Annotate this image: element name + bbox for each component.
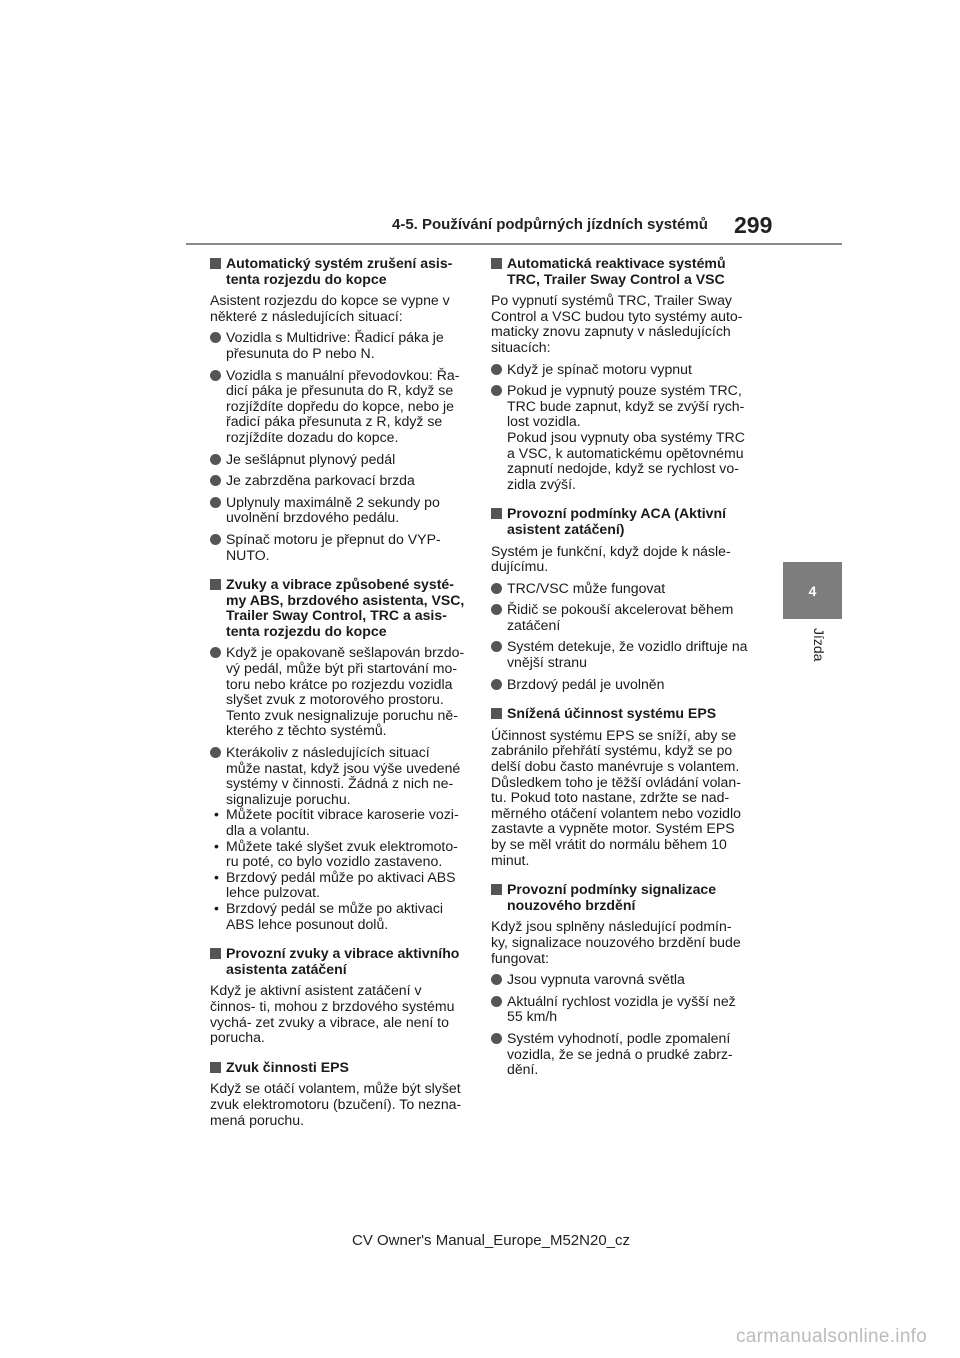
square-bullet-icon <box>210 948 221 959</box>
circle-bullet-icon <box>491 583 502 594</box>
square-bullet-icon <box>491 508 502 519</box>
heading-text: Provozní podmínky ACA (Aktivní asistent zatáčení) <box>507 505 726 537</box>
list-item-text: Spínač motoru je přepnut do VYP- NUTO. <box>226 530 441 563</box>
list-item <box>491 1031 749 1078</box>
paragraph: Systém je funkční, když dojde k násle- dujícímu. <box>491 542 731 575</box>
list-item-text: Aktuální rychlost vozidla je vyšší než 55 km/h <box>507 992 736 1025</box>
heading-auto-reactivation <box>491 256 749 287</box>
list-item-text: Když je spínač motoru vypnut <box>507 360 692 377</box>
paragraph: Když jsou splněny následující podmín- ky, signalizace nouzového brzdění bude fungovat: <box>491 918 741 966</box>
list-item <box>210 745 468 807</box>
dot-marker-icon: • <box>214 837 219 854</box>
square-bullet-icon <box>491 708 502 719</box>
circle-bullet-icon <box>210 370 221 381</box>
list-item-text: Systém vyhodnotí, podle zpomalení vozidla, že se jedná o prudké zabrz- dění. <box>507 1029 733 1078</box>
list-item <box>210 452 468 468</box>
list-item <box>210 495 468 526</box>
sub-item-text: Můžete pocítit vibrace karoserie vozi- dla a volantu. <box>226 806 459 838</box>
chapter-tab <box>783 562 842 619</box>
heading-text: Automatická reaktivace systémů TRC, Trailer Sway Control a VSC <box>507 255 726 287</box>
sub-item <box>210 839 468 870</box>
circle-bullet-icon <box>210 332 221 343</box>
list-item <box>210 473 468 489</box>
list-item-text: Když je opakovaně sešlapován brzdo- vý pedál, může být při startování mo- toru nebo krátce po rozjezdu vozidla slyšet zvuk z motorového prostoru. Tento zvuk nesignalizuje poruchu ně- kterého z těchto systémů. <box>226 644 465 739</box>
circle-bullet-icon <box>491 1033 502 1044</box>
heading-text: Automatický systém zrušení asis- tenta rozjezdu do kopce <box>226 255 453 287</box>
square-bullet-icon <box>210 258 221 269</box>
circle-bullet-icon <box>210 454 221 465</box>
heading-aca-sounds <box>210 946 468 977</box>
circle-bullet-icon <box>491 385 502 396</box>
circle-bullet-icon <box>491 364 502 375</box>
list-item <box>210 368 468 446</box>
list-item-text: Brzdový pedál je uvolněn <box>507 675 665 692</box>
circle-bullet-icon <box>491 679 502 690</box>
list-item-text: Pokud jsou vypnuty oba systémy TRC a VSC, k automatickému opětovnému zapnutí nedojde, když se rychlost vo- zidla zvýší. <box>507 428 745 492</box>
sub-item-text: Brzdový pedál se může po aktivaci ABS lehce posunout dolů. <box>226 899 443 932</box>
sub-item <box>210 807 468 838</box>
circle-bullet-icon <box>210 475 221 486</box>
circle-bullet-icon <box>210 534 221 545</box>
section-title: 4-5. Používání podpůrných jízdních systémů <box>392 216 708 233</box>
footer-manual-id: CV Owner's Manual_Europe_M52N20_cz <box>352 1232 631 1249</box>
square-bullet-icon <box>491 884 502 895</box>
list-item-text: Systém detekuje, že vozidlo driftuje na vnější stranu <box>507 638 748 671</box>
heading-abs-sounds <box>210 577 468 639</box>
paragraph: Asistent rozjezdu do kopce se vypne v některé z následujících situací: <box>210 292 450 324</box>
circle-bullet-icon <box>210 647 221 658</box>
heading-text: Zvuk činnosti EPS <box>226 1058 349 1075</box>
circle-bullet-icon <box>491 996 502 1007</box>
list-item <box>491 972 749 988</box>
paragraph: Když je aktivní asistent zatáčení v činnos- ti, mohou z brzdového systému vychá- zet zvuky a vibrace, ale není to porucha. <box>210 982 455 1046</box>
list-item-text: Je sešlápnut plynový pedál <box>226 450 396 467</box>
circle-bullet-icon <box>210 497 221 508</box>
paragraph: Po vypnutí systémů TRC, Trailer Sway Control a VSC budou tyto systémy auto- maticky znovu zapnuty v následujících situacích: <box>491 292 743 355</box>
chapter-title: Jízda <box>811 628 827 662</box>
sub-item-text: Brzdový pedál může po aktivaci ABS lehce pulzovat. <box>226 868 456 901</box>
heading-text: Provozní podmínky signalizace nouzového brzdění <box>507 881 717 913</box>
dot-marker-icon: • <box>214 899 219 916</box>
paragraph: Když se otáčí volantem, může být slyšet zvuk elektromotoru (bzučení). To nezna- mená poruchu. <box>210 1080 462 1128</box>
list-item <box>491 639 749 670</box>
list-item <box>210 645 468 739</box>
list-item-text: Vozidla s Multidrive: Řadicí páka je přesunuta do P nebo N. <box>226 329 444 361</box>
square-bullet-icon <box>210 579 221 590</box>
circle-bullet-icon <box>491 604 502 615</box>
list-item <box>491 602 749 633</box>
chapter-number: 4 <box>808 582 817 599</box>
list-item <box>491 362 749 378</box>
heading-hill-start-cancel <box>210 256 468 287</box>
heading-emergency-brake-signal <box>491 882 749 913</box>
header-rule <box>186 243 842 245</box>
paragraph: Účinnost systému EPS se sníží, aby se zabránilo přehřátí systému, když se po delší dobu často manévruje s volantem. Důsledkem toho je těžší ovládání volan- tu. Pokud toto nastane, zdržte se nad- měrného otáčení volantem nebo vozidlo zastavte a vypněte motor. Systém EPS by se měl vrátit do normálu během 10 minut. <box>491 726 741 868</box>
list-item <box>491 581 749 597</box>
square-bullet-icon <box>491 258 502 269</box>
heading-text: Snížená účinnost systému EPS <box>507 705 717 722</box>
heading-text: Zvuky a vibrace způsobené systé- my ABS, brzdového asistenta, VSC, Trailer Sway Control, TRC a asis- tenta rozjezdu do kopce <box>226 576 465 639</box>
dot-marker-icon: • <box>214 868 219 885</box>
list-item <box>491 383 749 492</box>
list-item-text: Jsou vypnuta varovná světla <box>507 971 685 988</box>
list-item-text: Řidič se pokouší akcelerovat během zatáčení <box>507 601 734 633</box>
sub-item <box>210 901 468 932</box>
square-bullet-icon <box>210 1062 221 1073</box>
heading-eps-sound <box>210 1060 468 1076</box>
heading-text: Provozní zvuky a vibrace aktivního asistenta zatáčení <box>226 945 460 977</box>
heading-eps-reduced <box>491 706 749 722</box>
list-item-text: TRC/VSC může fungovat <box>507 579 666 596</box>
circle-bullet-icon <box>491 641 502 652</box>
list-item <box>491 994 749 1025</box>
circle-bullet-icon <box>491 974 502 985</box>
list-item-text: Kterákoliv z následujících situací může nastat, když jsou výše uvedené systémy v činnosti. Žádná z nich ne- signalizuje poruchu. <box>226 744 461 807</box>
sub-item-text: Můžete také slyšet zvuk elektromoto- ru poté, co bylo vozidlo zastaveno. <box>226 837 458 870</box>
right-column <box>491 256 749 1092</box>
circle-bullet-icon <box>210 747 221 758</box>
list-item-text: Je zabrzděna parkovací brzda <box>226 472 415 489</box>
watermark: carmanualsonline.info <box>736 1326 928 1347</box>
left-column <box>210 256 468 1142</box>
list-item-text: Vozidla s manuální převodovkou: Řa- dicí páka je přesunuta do R, když se rozjíždíte dopředu do kopce, nebo je řadicí páka přesunuta z R, když se rozjíždíte dozadu do kopce. <box>226 366 460 445</box>
list-item <box>491 677 749 693</box>
heading-aca-conditions <box>491 506 749 537</box>
list-item <box>210 532 468 563</box>
sub-item <box>210 870 468 901</box>
page-number: 299 <box>734 212 773 238</box>
dot-marker-icon: • <box>214 806 219 823</box>
list-item-text: Uplynuly maximálně 2 sekundy po uvolnění brzdového pedálu. <box>226 493 440 526</box>
list-item <box>210 330 468 361</box>
list-item-text: Pokud je vypnutý pouze systém TRC, TRC bude zapnut, když se zvýší rych- lost vozidla. <box>507 382 745 430</box>
